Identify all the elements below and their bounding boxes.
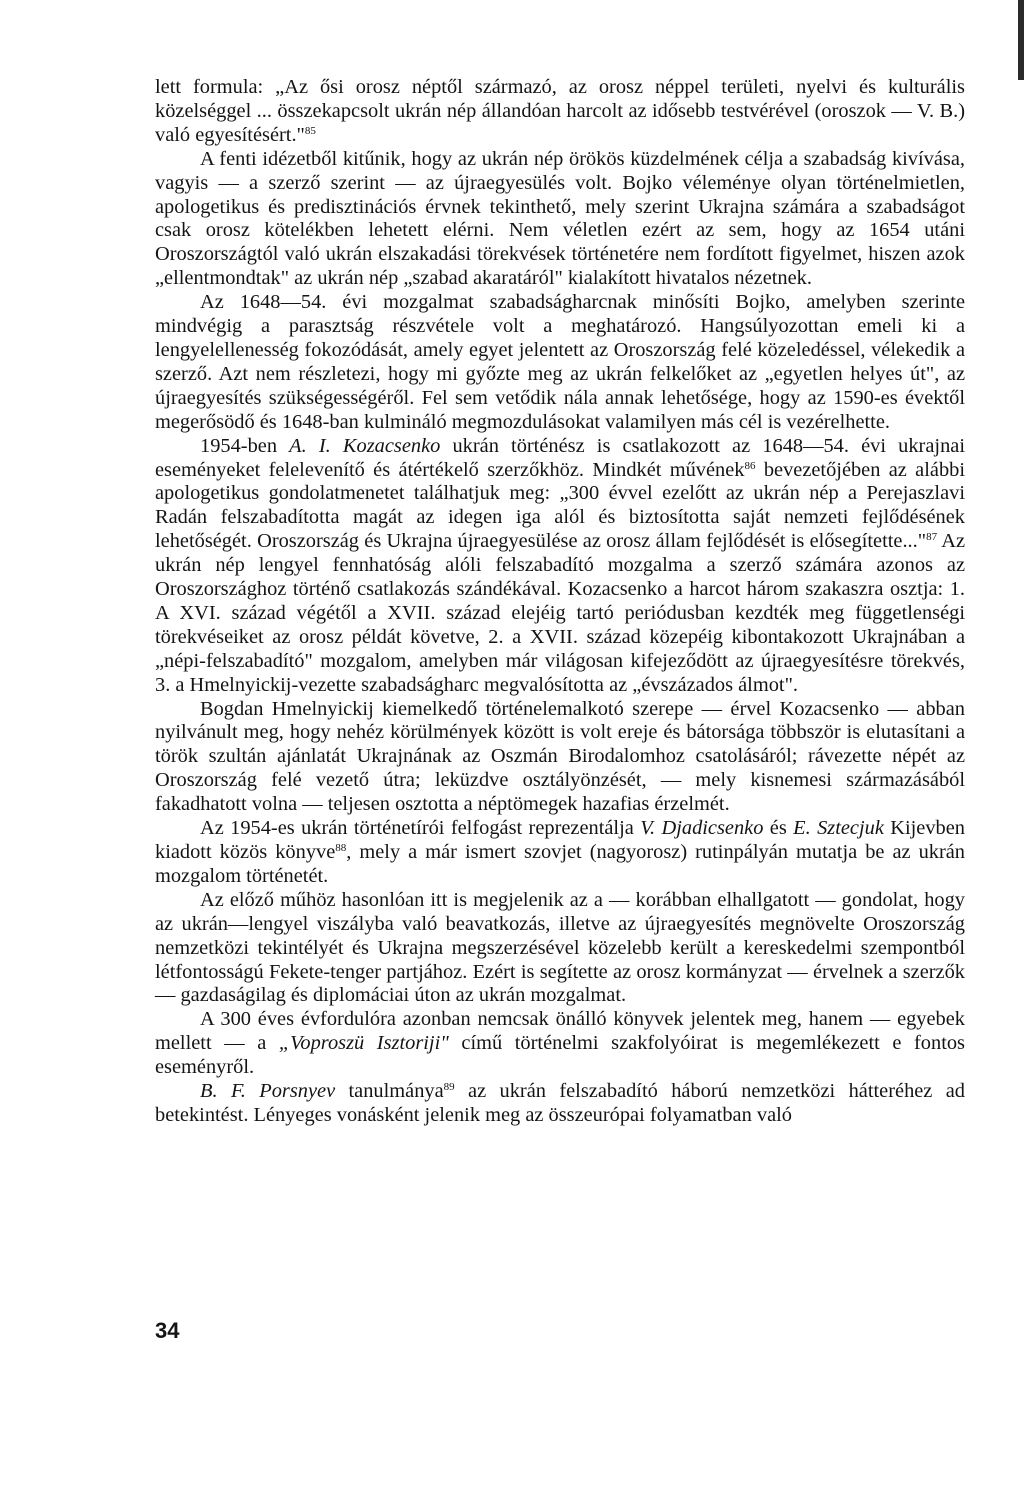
- paragraph-9: [155, 1080, 965, 1128]
- italic-text: V. Djadicsenko: [640, 817, 764, 840]
- scan-edge-mark: [1018, 0, 1024, 80]
- page-text: [155, 76, 965, 1128]
- footnote-ref: 87: [926, 531, 938, 544]
- text-run: , mely a már ismert szovjet (nagyorosz) rutinpályán mutatja be az ukrán mozgalom történetét.: [155, 841, 965, 887]
- italic-text: E. Sztecjuk: [793, 817, 884, 840]
- text-run: tanulmánya: [335, 1080, 444, 1103]
- text-run: ukrán történész is csatlakozott az 1648—54. évi ukrajnai eseményeket felelevenítő és átértékelő szerzőkhöz. Mindkét művének: [155, 434, 965, 481]
- text-run: 1954-ben: [200, 434, 290, 457]
- text-run: Bogdan Hmelnyickij kiemelkedő történelemalkotó szerepe — érvel Kozacsenko — abban nyilvánult meg, hogy nehéz körülmények között is volt ereje és bátorsága többször is elutasítani a török szultán ajánlatát Ukrajnának az Oszmán Birodalomhoz csatolásáról; rávezette népét az Oroszország felé vezető útra; leküzdve osztályönzését, — mely kisnemesi származásából fakadhatott volna — teljesen osztotta a néptömegek hazafias érzelmét.: [155, 697, 965, 816]
- footnote-ref: 85: [304, 124, 316, 137]
- paragraph-7: [155, 889, 965, 1009]
- footnote-ref: 86: [744, 459, 756, 472]
- paragraph-3: [155, 291, 965, 434]
- text-run: lett formula: „Az ősi orosz néptől származó, az orosz néppel területi, nyelvi és kulturális közelséggel ... összekapcsolt ukrán nép állandóan harcolt az idősebb testvérével (oroszok — V. B.) való egyesítésért.": [155, 76, 965, 146]
- paragraph-8: [155, 1008, 965, 1080]
- paragraph-1: [155, 76, 965, 148]
- text-run: Az előző műhöz hasonlóan itt is megjelenik az a — korábban elhallgatott — gondolat, hogy az ukrán—lengyel viszályba való beavatkozás, illetve az újraegyesítés megnövelte Oroszország nemzetközi tekintélyét és Ukrajna megszerzésével közelebb került a kereskedelmi szempontból létfontosságú Fekete-tenger partjához. Ezért is segítette az orosz kormányzat — érvelnek a szerzők — gazdaságilag és diplomáciai úton az ukrán mozgalmat.: [155, 888, 965, 1007]
- footnote-ref: 88: [335, 842, 347, 854]
- text-run: és: [763, 817, 794, 840]
- text-run: Az 1648—54. évi mozgalmat szabadságharcnak minősíti Bojko, amelyben szerinte mindvégig a parasztság részvétele volt a meghatározó. Hangsúlyozottan emeli ki a lengyelellenesség fokozódását, amely egyet jelentett az Oroszország felé közeledéssel, vélekedik a szerző. Azt nem részletezi, hogy mi győzte meg az ukrán felkelőket az „egyetlen helyes út", az újraegyesítés szükségességéről. Fel sem vetődik nála annak lehetősége, hogy az 1590-es évektől megerősödő és 1648-ban kulmináló megmozdulásokat valamilyen más cél is vezérelhette.: [155, 291, 965, 433]
- paragraph-6: [155, 817, 965, 889]
- paragraph-2: [155, 148, 965, 291]
- text-run: A 300 éves évfordulóra azonban nemcsak önálló könyvek jelentek meg, hanem — egyebek mellett — a: [155, 1008, 965, 1055]
- italic-text: B. F. Porsnyev: [200, 1080, 336, 1103]
- italic-text: „Voproszü Isztoriji": [278, 1032, 449, 1055]
- paragraph-4: [155, 435, 965, 698]
- text-run: bevezetőjében az alábbi apologetikus gondolatmenetet találhatjuk meg: „300 évvel ezelőtt az ukrán nép a Perejaszlavi Radán felszabadította magát az idegen iga alól és biztosította saját nemzeti fejlődésének lehetőségét. Oroszország és Ukrajna újraegyesülése az orosz állam fejlődését is elősegítette...": [155, 458, 966, 553]
- text-run: Az 1954-es ukrán történetírói felfogást reprezentálja: [200, 817, 641, 840]
- text-run: Az ukrán nép lengyel fennhatóság alóli felszabadító mozgalma a szerző számára azonos az Oroszországhoz történő csatlakozás szándékával. Kozacsenko a harcot három szakaszra osztja: 1. A XVI. század végétől a XVII. század elejéig tartó periódusban kezdték meg függetlenségi törekvéseiket az orosz példát követve, 2. a XVII. század közepéig kibontakozott Ukrajnában a „népi-felszabadító" mozgalom, amelyben már világosan kifejeződött az újraegyesítésre törekvés, 3. a Hmelnyickij-vezette szabadságharc megvalósította az „évszázados álmot".: [155, 530, 966, 696]
- page-number: 34: [155, 1318, 180, 1343]
- paragraph-5: [155, 698, 965, 818]
- text-run: A fenti idézetből kitűnik, hogy az ukrán nép örökös küzdelmének célja a szabadság kivívása, vagyis — a szerző szerint — az újraegyesülés volt. Bojko véleménye olyan történelmietlen, apologetikus és predisztinációs érvnek tekinthető, mely szerint Ukrajna számára a szabadságot csak orosz kötelékben lehetett elérni. Nem véletlen ezért az sem, hogy az 1654 utáni Oroszországtól való ukrán elszakadási törekvések történetére nem fordított figyelmet, hiszen azok „ellentmondtak" az ukrán nép „szabad akaratáról" kialakított hivatalos nézetnek.: [155, 147, 965, 290]
- footnote-ref: 89: [443, 1081, 455, 1094]
- text-run: Kijevben kiadott közös könyve: [155, 817, 965, 863]
- text-run: az ukrán felszabadító háború nemzetközi hátteréhez ad betekintést. Lényeges vonásként jelenik meg az összeurópai folyamatban való: [155, 1080, 965, 1126]
- text-run: című történelmi szakfolyóirat is megemlékezett e fontos eseményről.: [155, 1032, 965, 1079]
- italic-text: A. I. Kozacsenko: [289, 434, 441, 457]
